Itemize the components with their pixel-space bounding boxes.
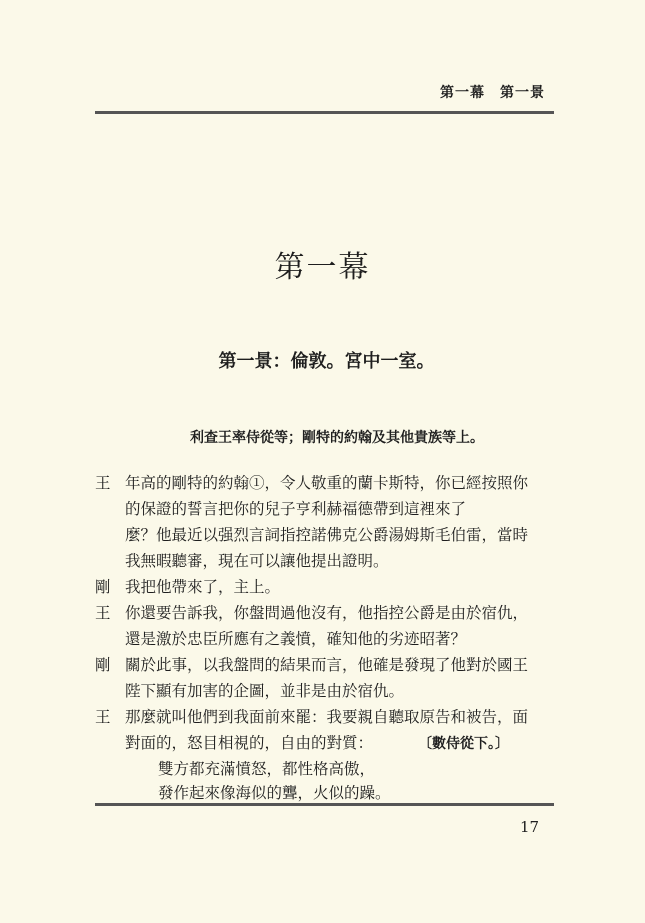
dialogue-line (125, 730, 509, 756)
dialogue-line: 年高的剛特的約翰①，令人敬重的蘭卡斯特，你已經按照你 (125, 474, 529, 492)
dialogue-line: 那麼就叫他們到我面前來罷：我要親自聽取原告和被告，面 (125, 708, 529, 726)
dialogue-line: 我無暇聽審，現在可以讓他提出證明。 (125, 552, 389, 570)
speaker-label: 王 (95, 708, 111, 726)
footer-rule (95, 803, 554, 806)
verse-line: 發作起來像海似的聾，火似的躁。 (158, 784, 391, 802)
dialogue-line: 你還要告訴我，你盤問過他沒有，他指控公爵是由於宿仇， (125, 604, 529, 622)
running-head: 第一幕 第一景 (440, 85, 545, 101)
scene-title: 第一景：倫敦。宮中一室。 (218, 351, 435, 372)
dialogue-line: 還是激於忠臣所應有之義憤，確知他的劣迹昭著？ (125, 630, 467, 648)
dialogue-line: 麼？他最近以强烈言詞指控諾佛克公爵湯姆斯毛伯雷，當時 (125, 526, 529, 544)
page-number: 17 (520, 818, 540, 836)
speaker-label: 剛 (95, 656, 111, 674)
dialogue-line: 陛下顯有加害的企圖，並非是由於宿仇。 (125, 682, 405, 700)
dialogue-line: 關於此事，以我盤問的結果而言，他確是發現了他對於國王 (125, 656, 529, 674)
act-title: 第一幕 (274, 250, 371, 285)
speaker-label: 剛 (95, 578, 111, 596)
dialogue-line: 的保證的誓言把你的兒子亨利赫福德帶到這裡來了 (125, 500, 467, 518)
dialogue-text: 對面的，怒目相視的，自由的對質： (125, 734, 374, 752)
header-rule (95, 111, 554, 114)
inline-stage-direction: 〔數侍從下。〕 (425, 736, 510, 752)
speaker-label: 王 (95, 474, 111, 492)
dialogue-line: 我把他帶來了，主上。 (125, 578, 281, 596)
stage-direction: 利查王率侍從等；剛特的約翰及其他貴族等上。 (190, 430, 484, 446)
speaker-label: 王 (95, 604, 111, 622)
verse-line: 雙方都充滿憤怒，都性格高傲， (158, 760, 376, 778)
